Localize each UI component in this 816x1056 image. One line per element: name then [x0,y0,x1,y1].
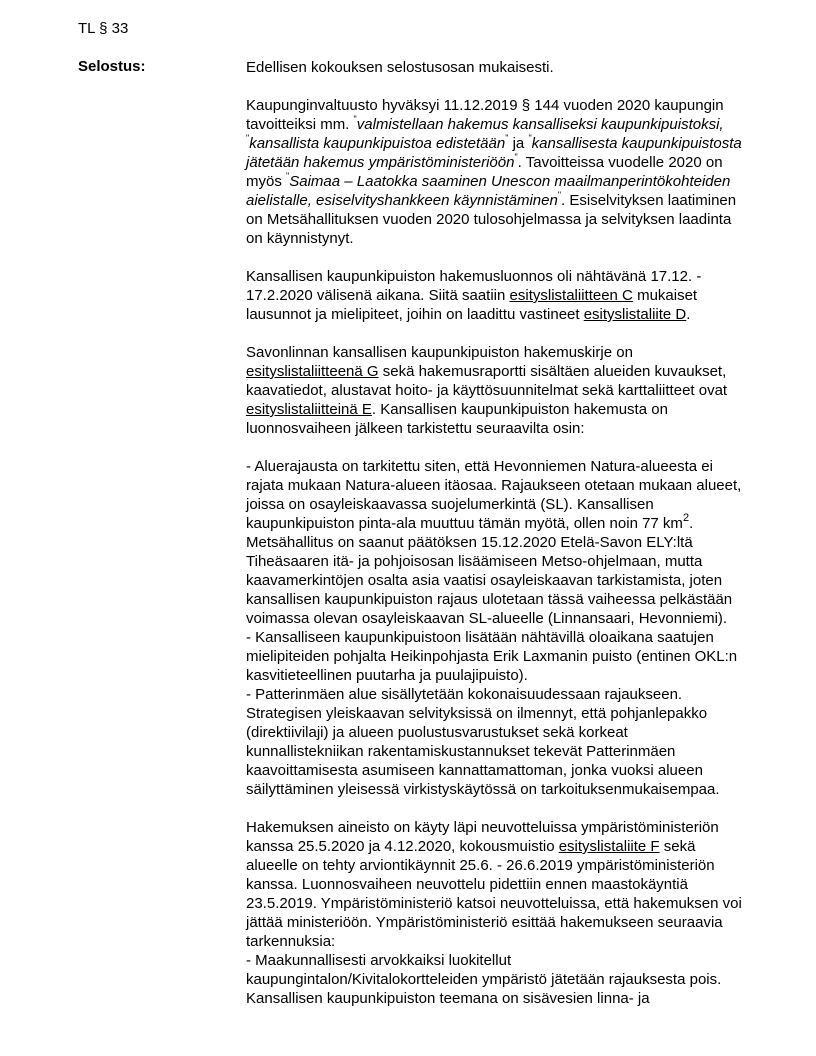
attachment-e-link[interactable]: esityslistaliitteinä E [246,401,372,418]
paragraph-intro: Edellisen kokouksen selostusosan mukaisesti. [246,59,554,76]
attachment-g-link[interactable]: esityslistaliitteenä G [246,363,379,380]
paragraph-draft-hearing: Kansallisen kaupunkipuiston hakemusluonnos oli nähtävänä 17.12. - 17.2.2020 välisenä aikana. Siitä saatiin esityslistaliitteen C mukaiset lausunnot ja mielipiteet, joihin on laadittu vastineet esityslistaliite D. [246,268,702,323]
selostus-label: Selostus: [78,58,146,75]
attachment-f-link[interactable]: esityslistaliite F [558,838,660,855]
paragraph-negotiations: Hakemuksen aineisto on käyty läpi neuvotteluissa ympäristöministeriön kanssa 25.5.2020 ja 4.12.2020, kokousmuistio esityslistaliite F sekä alueelle on tehty arviontikäynnit 25.6. - 26.6.2019 ympäristöministeriön kanssa. Luonnosvaiheen neuvottelu pidettiin ennen maastokäyntiä 23.5.2019. Ympäristöministeriö katsoi neuvotteluissa, että hakemuksen voi jättää ministeriöön. Ympäristöministeriö esittää hakemukseen seuraavia tarkennuksia: - Maakunnallisesti arvokkaiksi luokitellut kaupungintalon/Kivitalokortteleiden ympäristö jätetään rajauksesta pois. Kansallisen kaupunkipuiston teemana on sisävesien linna- ja [246,819,742,1007]
attachment-d-link[interactable]: esityslistaliite D [583,306,687,323]
document-body [246,58,746,1008]
paragraph-council-goals: Kaupunginvaltuusto hyväksyi 11.12.2019 § 144 vuoden 2020 kaupungin tavoitteiksi mm. "valmistellaan hakemus kansalliseksi kaupunkipuistoksi, "kansallista kaupunkipuistoa edistetään" ja "kansallisesta kaupunkipuistosta jätetään hakemus ympäristöministeriöön". Tavoitteissa vuodelle 2020 on myös "Saimaa – Laatokka saaminen Unescon maailmanperintökohteiden aielistalle, esiselvityshankkeen käynnistäminen". Esiselvityksen laatiminen on Metsähallituksen vuoden 2020 tulosohjelmassa ja selvityksen laadinta on käynnistynyt. [246,97,742,247]
attachment-c-link[interactable]: esityslistaliitteen C [509,287,633,304]
paragraph-changes: - Aluerajausta on tarkitettu siten, että Hevonniemen Natura-alueesta ei rajata mukaan Natura-alueen itäosaa. Rajaukseen otetaan mukaan alueet, joissa on osayleiskaavassa suojelumerkintä (SL). Kansallisen kaupunkipuiston pinta-ala muuttuu tämän myötä, ollen noin 77 $km^2$. Metsähallitus on saanut päätöksen 15.12.2020 Etelä-Savon ELY:ltä Tiheäsaaren itä- ja pohjoisosan lisäämiseen Metso-ohjelmaan, mutta kaavamerkintöjen osalta asia vaatisi osayleiskaavan tarkistamista, joten kansallisen kaupunkipuiston rajaus ulotetaan tässä vaiheessa pelkästään voimassa olevan osayleiskaavan SL-alueelle (Linnansaari, Hevonniemi). - Kansalliseen kaupunkipuistoon lisätään nähtävillä oloaikana saatujen mielipiteiden pohjalta Heikinpohjasta Erik Laxmanin puisto (entinen OKL:n kasvitieteellinen puutarha ja puulajipuisto). - Patterinmäen alue sisällytetään kokonaisuudessaan rajaukseen. Strategisen yleiskaavan selvityksissä on ilmennyt, että pohjanlepakko (direktiivilaji) ja alueen puolustusvarustukset sekä korkeat kunnallistekniikan rakentamiskustannukset tekevät Patterinmäen kaavoittamisesta asumiseen kannattamattoman, jonka vuoksi alueen säilyttäminen yleisessä virkistyskäytössä on tarkoituksenmukaisempaa. [246,458,742,798]
paragraph-application-letter: Savonlinnan kansallisen kaupunkipuiston hakemuskirje on esityslistaliitteenä G sekä hakemusraportti sisältäen alueiden kuvaukset, kaavatiedot, alustavat hoito- ja käyttösuunnitelmat sekä karttaliitteet ovat esityslistaliitteinä E. Kansallisen kaupunkipuiston hakemusta on luonnosvaiheen jälkeen tarkistettu seuraavilta osin: [246,344,728,437]
section-reference: TL § 33 [78,20,129,37]
